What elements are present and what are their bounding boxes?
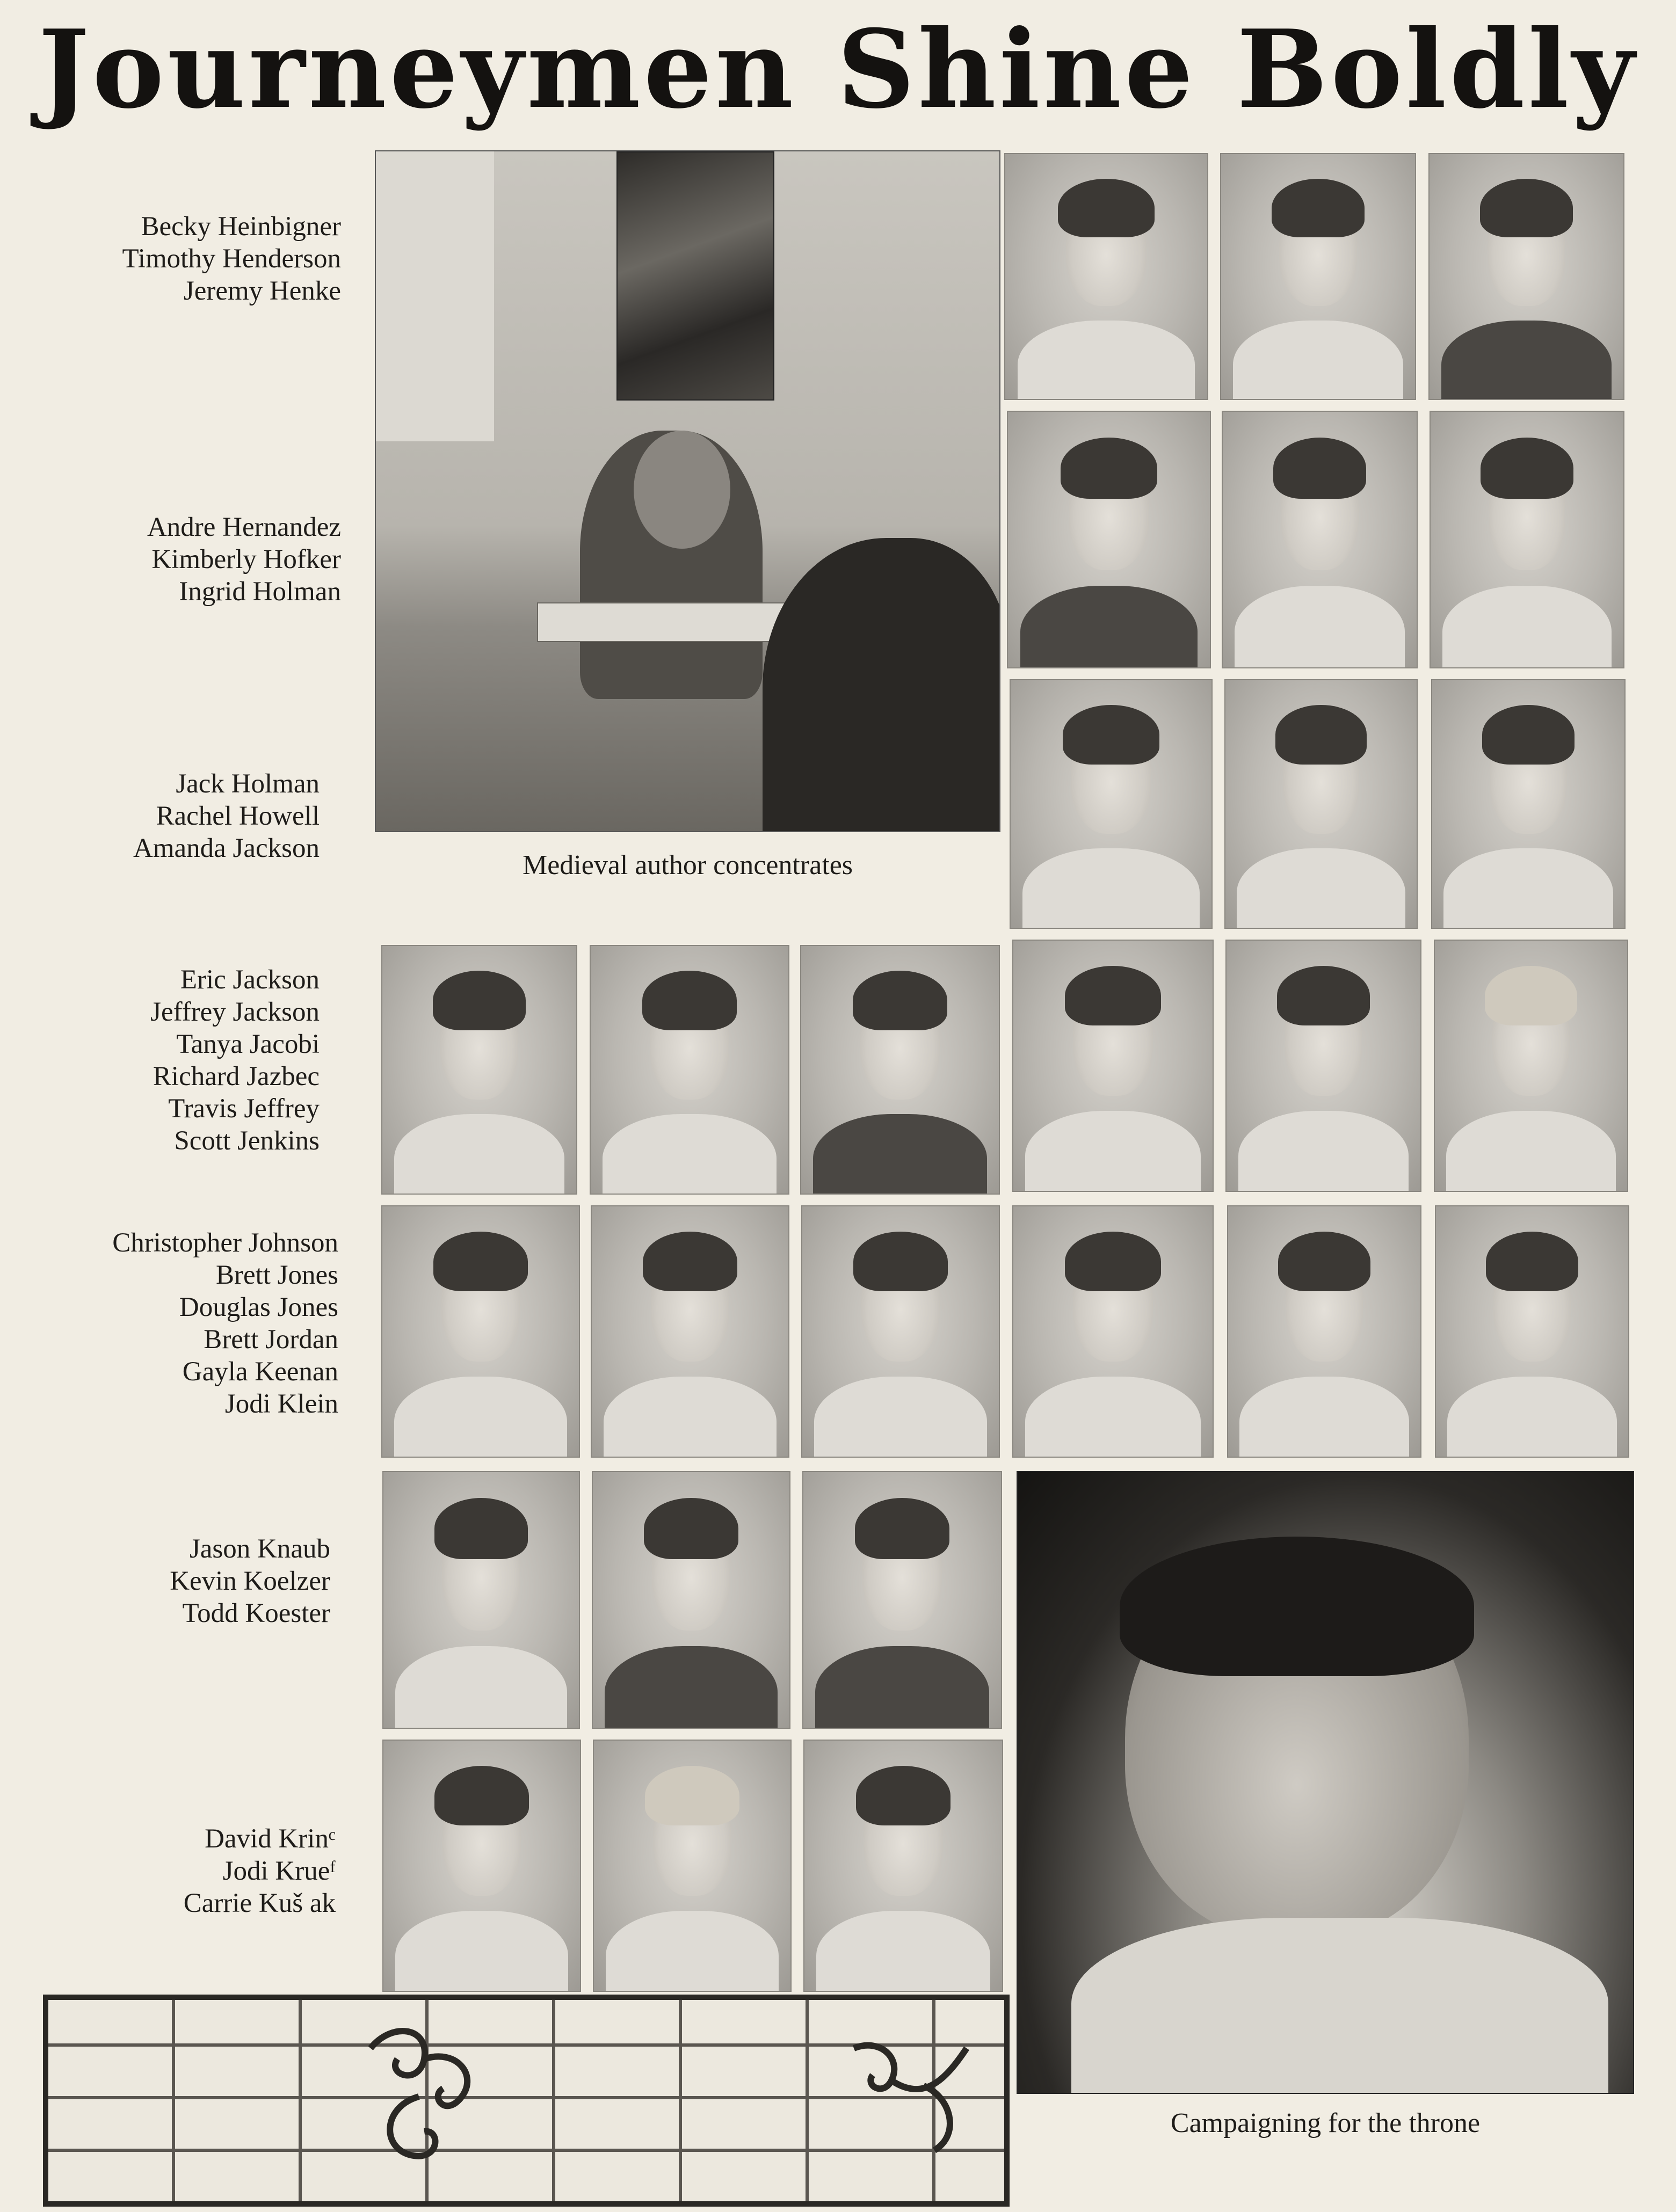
student-name: Kimberly Hofker xyxy=(151,544,341,574)
student-name: Jeffrey Jackson xyxy=(150,997,320,1027)
scroll-ornament-left xyxy=(349,2016,489,2177)
name-group-4 xyxy=(43,964,320,1157)
boy-hair xyxy=(1120,1537,1474,1676)
name-group-6 xyxy=(43,1533,330,1629)
name-group-1 xyxy=(43,210,341,307)
throne-candid-photo xyxy=(1017,1471,1634,2094)
student-portrait xyxy=(803,1740,1003,1992)
student-name: Amanda Jackson xyxy=(133,833,320,863)
student-portrait xyxy=(1227,1205,1421,1458)
student-name: Scott Jenkins xyxy=(174,1126,320,1156)
student-portrait xyxy=(1434,940,1628,1192)
student-portrait xyxy=(590,945,789,1195)
page-title: Journeymen Shine Boldly xyxy=(38,6,1638,133)
student-portrait xyxy=(1225,940,1421,1192)
scroll-ornament-right xyxy=(843,2016,983,2177)
name-group-5 xyxy=(32,1227,338,1420)
student-name: Richard Jazbec xyxy=(153,1061,320,1092)
student-portrait xyxy=(381,945,577,1195)
student-portrait xyxy=(593,1740,792,1992)
student-portrait xyxy=(1220,153,1416,400)
student-name: Kevin Koelzer xyxy=(170,1566,330,1596)
foreground-student xyxy=(763,538,1000,832)
student-name: Brett Jones xyxy=(215,1260,338,1290)
student-name: Douglas Jones xyxy=(179,1292,338,1322)
student-portrait xyxy=(802,1471,1002,1729)
stone-wall-drawing xyxy=(43,1995,1010,2207)
student-portrait xyxy=(591,1205,789,1458)
student-name: Rachel Howell xyxy=(156,801,320,831)
student-name: Christopher Johnson xyxy=(112,1228,338,1258)
student-portrait xyxy=(1012,1205,1214,1458)
student-name: Gayla Keenan xyxy=(182,1357,338,1387)
throne-photo-caption: Campaigning for the throne xyxy=(1170,2108,1481,2138)
student-portrait xyxy=(382,1740,581,1992)
student-portrait xyxy=(382,1471,580,1729)
student-portrait xyxy=(1010,679,1213,929)
student-portrait xyxy=(1012,940,1214,1192)
student-head xyxy=(634,431,730,549)
student-portrait xyxy=(800,945,1000,1195)
name-group-2 xyxy=(43,511,341,608)
student-name: Jeremy Henke xyxy=(183,276,341,306)
student-portrait xyxy=(1004,153,1208,400)
student-name: Jack Holman xyxy=(176,769,320,799)
student-name: Jodi Krueᶠ xyxy=(222,1856,336,1886)
student-portrait xyxy=(592,1471,790,1729)
student-name: Carrie Kuš ak xyxy=(183,1888,336,1918)
student-portrait xyxy=(381,1205,580,1458)
class-candid-photo xyxy=(375,150,1000,832)
student-portrait xyxy=(1224,679,1418,929)
student-name: Tanya Jacobi xyxy=(176,1029,320,1059)
name-group-7 xyxy=(43,1823,336,1919)
student-name: Jason Knaub xyxy=(189,1534,330,1564)
student-portrait xyxy=(1435,1205,1629,1458)
student-portrait xyxy=(1222,411,1418,668)
student-name: Andre Hernandez xyxy=(147,512,341,542)
student-name: Jodi Klein xyxy=(224,1389,338,1419)
student-portrait xyxy=(1007,411,1211,668)
wall-poster xyxy=(616,151,774,401)
student-name: Timothy Henderson xyxy=(122,244,341,274)
student-portrait xyxy=(1428,153,1624,400)
student-name: Eric Jackson xyxy=(180,965,320,995)
student-name: Ingrid Holman xyxy=(179,577,341,607)
window-panel xyxy=(376,151,494,441)
boy-shirt xyxy=(1071,1918,1608,2094)
student-name: Becky Heinbigner xyxy=(141,212,341,242)
name-group-3 xyxy=(43,768,320,864)
student-name: Travis Jeffrey xyxy=(168,1094,320,1124)
student-portrait xyxy=(1430,411,1624,668)
student-portrait xyxy=(1431,679,1626,929)
student-name: David Krinᶜ xyxy=(205,1824,336,1854)
student-name: Brett Jordan xyxy=(204,1325,338,1355)
student-name: Todd Koester xyxy=(182,1598,330,1628)
student-portrait xyxy=(801,1205,1000,1458)
class-photo-caption: Medieval author concentrates xyxy=(522,850,853,881)
